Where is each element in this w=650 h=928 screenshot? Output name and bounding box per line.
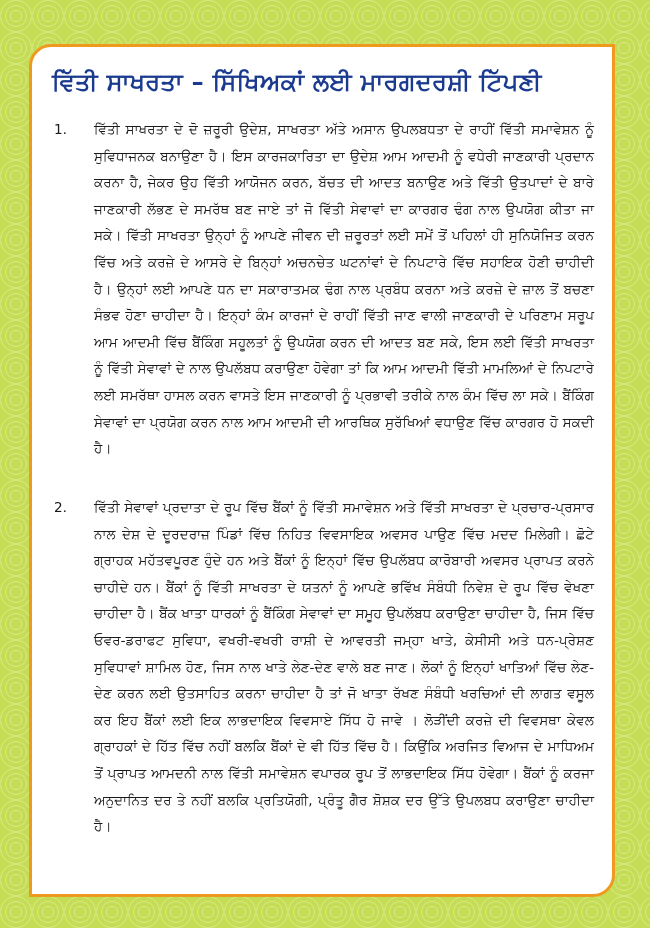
paragraph-1 bbox=[54, 117, 594, 463]
page-title: ਵਿੱਤੀ ਸਾਖਰਤਾ – ਸਿੱਖਿਅਕਾਂ ਲਈ ਮਾਰਗਦਰਸ਼ੀ ਟਿੱਪਣੀ bbox=[52, 68, 542, 96]
paragraph-text: ਵਿੱਤੀ ਸੇਵਾਵਾਂ ਪ੍ਰਦਾਤਾ ਦੇ ਰੂਪ ਵਿੱਚ ਬੈਂਕਾਂ ਨੂੰ ਵਿੱਤੀ ਸਮਾਵੇਸ਼ਨ ਅਤੇ ਵਿੱਤੀ ਸਾਖਰਤਾ ਦੇ ਪ੍ਰਚਾਰ-ਪ੍ਰਸਾਰ ਨਾਲ ਦੇਸ਼ ਦੇ ਦੂਰਦਰਾਜ਼ ਪਿੰਡਾਂ ਵਿੱਚ ਨਿਹਿਤ ਵਿਵਸਾਇਕ ਅਵਸਰ ਪਾਉਣ ਵਿੱਚ ਮਦਦ ਮਿਲੇਗੀ। ਛੋਟੇ ਗ੍ਰਾਹਕ ਮਹੱਤਵਪੂਰਣ ਹੁੰਦੇ ਹਨ ਅਤੇ ਬੈਂਕਾਂ ਨੂੰ ਇਨ੍ਹਾਂ ਵਿੱਚ ਉਪਲੱਬਧ ਕਾਰੋਬਾਰੀ ਅਵਸਰ ਪ੍ਰਾਪਤ ਕਰਨੇ ਚਾਹੀਦੇ ਹਨ। ਬੈਂਕਾਂ ਨੂੰ ਵਿੱਤੀ ਸਾਖਰਤਾ ਦੇ ਯਤਨਾਂ ਨੂੰ ਆਪਣੇ ਭਵਿੱਖ ਸੰਬੰਧੀ ਨਿਵੇਸ਼ ਦੇ ਰੂਪ ਵਿੱਚ ਵੇਖਣਾ ਚਾਹੀਦਾ ਹੈ। ਬੈਂਕ ਖਾਤਾ ਧਾਰਕਾਂ ਨੂੰ ਬੈਂਕਿੰਗ ਸੇਵਾਵਾਂ ਦਾ ਸਮੂਹ ਉਪਲੱਬਧ ਕਰਾਉਣਾ ਚਾਹੀਦਾ ਹੈ, ਜਿਸ ਵਿੱਚ ਓਵਰ-ਡਰਾਫਟ ਸੁਵਿਧਾ, ਵਖਰੀ-ਵਖਰੀ ਰਾਸ਼ੀ ਦੇ ਆਵਰਤੀ ਜਮ੍ਹਾ ਖਾਤੇ, ਕੇਸੀਸੀ ਅਤੇ ਧਨ-ਪ੍ਰੇਸ਼ਣ ਸੁਵਿਧਾਵਾਂ ਸ਼ਾਮਿਲ ਹੋਣ, ਜਿਸ ਨਾਲ ਖਾਤੇ ਲੇਣ-ਦੇਣ ਵਾਲੇ ਬਣ ਜਾਣ। ਲੋਕਾਂ ਨੂੰ ਇਨ੍ਹਾਂ ਖਾਤਿਆਂ ਵਿੱਚ ਲੇਣ-ਦੇਣ ਕਰਨ ਲਈ ਉਤਸਾਹਿਤ ਕਰਨਾ ਚਾਹੀਦਾ ਹੈ ਤਾਂ ਜੋ ਖਾਤਾ ਰੱਖਣ ਸੰਬੰਧੀ ਖਰਚਿਆਂ ਦੀ ਲਾਗਤ ਵਸੂਲ ਕਰ ਇਹ ਬੈਂਕਾਂ ਲਈ ਇਕ ਲਾਭਦਾਇਕ ਵਿਵਸਾਏ ਸਿੱਧ ਹੋ ਜਾਵੇ । ਲੋੜੀਂਦੀ ਕਰਜ਼ੇ ਦੀ ਵਿਵਸਥਾ ਕੇਵਲ ਗ੍ਰਾਹਕਾਂ ਦੇ ਹਿੱਤ ਵਿੱਚ ਨਹੀਂ ਬਲਕਿ ਬੈਂਕਾਂ ਦੇ ਵੀ ਹਿੱਤ ਵਿੱਚ ਹੈ। ਕਿਉਂਕਿ ਅਰਜਿਤ ਵਿਆਜ ਦੇ ਮਾਧਿਅਮ ਤੋਂ ਪ੍ਰਾਪਤ ਆਮਦਨੀ ਨਾਲ ਵਿੱਤੀ ਸਮਾਵੇਸ਼ਨ ਵਪਾਰਕ ਰੂਪ ਤੋਂ ਲਾਭਦਾਇਕ ਸਿੱਧ ਹੋਵੇਗਾ। ਬੈਂਕਾਂ ਨੂੰ ਕਰਜਾ ਅਨੁਦਾਨਿਤ ਦਰ ਤੇ ਨਹੀਂ ਬਲਕਿ ਪ੍ਰਤਿਯੋਗੀ, ਪ੍ਰੰਤੂ ਗੈਰ ਸ਼ੋਸ਼ਕ ਦਰ ਉੱਤੇ ਉਪਲਬਧ ਕਰਾਉਣਾ ਚਾਹੀਦਾ ਹੈ। bbox=[94, 500, 594, 836]
paragraph-number: 2. bbox=[54, 500, 67, 516]
paragraph-text: ਵਿੱਤੀ ਸਾਖਰਤਾ ਦੇ ਦੋ ਜ਼ਰੂਰੀ ਉਦੇਸ਼, ਸਾਖਰਤਾ ਅੱਤੇ ਅਸਾਨ ਉਪਲਬਧਤਾ ਦੇ ਰਾਹੀਂ ਵਿੱਤੀ ਸਮਾਵੇਸ਼ਨ ਨੂੰ ਸੁਵਿਧਾਜਨਕ ਬਨਾਉਣਾ ਹੈ। ਇਸ ਕਾਰਜਕਾਰਿਤਾ ਦਾ ਉਦੇਸ਼ ਆਮ ਆਦਮੀ ਨੂੰ ਵਧੇਰੀ ਜਾਣਕਾਰੀ ਪ੍ਰਦਾਨ ਕਰਨਾ ਹੈ, ਜੇਕਰ ਉਹ ਵਿੱਤੀ ਆਯੋਜਨ ਕਰਨ, ਬੱਚਤ ਦੀ ਆਦਤ ਬਨਾਉਣ ਅਤੇ ਵਿੱਤੀ ਉਤਪਾਦਾਂ ਦੇ ਬਾਰੇ ਜਾਣਕਾਰੀ ਲੱਭਣ ਦੇ ਸਮਰੱਥ ਬਣ ਜਾਏ ਤਾਂ ਜੋ ਵਿੱਤੀ ਸੇਵਾਵਾਂ ਦਾ ਕਾਰਗਰ ਢੰਗ ਨਾਲ ਉਪਯੋਗ ਕੀਤਾ ਜਾ ਸਕੇ। ਵਿੱਤੀ ਸਾਖਰਤਾ ਉਨ੍ਹਾਂ ਨੂੰ ਆਪਣੇ ਜੀਵਨ ਦੀ ਜ਼ਰੂਰਤਾਂ ਲਈ ਸਮੇਂ ਤੋਂ ਪਹਿਲਾਂ ਹੀ ਸੁਨਿਯੋਜਿਤ ਕਰਨ ਵਿੱਚ ਅਤੇ ਕਰਜ਼ੇ ਦੇ ਆਸਰੇ ਦੇ ਬਿਨ੍ਹਾਂ ਅਚਨਚੇਤ ਘਟਨਾਂਵਾਂ ਦੇ ਨਿਪਟਾਰੇ ਵਿੱਚ ਸਹਾਇਕ ਹੋਣੀ ਚਾਹੀਦੀ ਹੈ। ਉਨ੍ਹਾਂ ਲਈ ਆਪਣੇ ਧਨ ਦਾ ਸਕਾਰਾਤਮਕ ਢੰਗ ਨਾਲ ਪ੍ਰਬੰਧ ਕਰਨਾ ਅਤੇ ਕਰਜ਼ੇ ਦੇ ਜ਼ਾਲ ਤੋਂ ਬਚਣਾ ਸੰਭਵ ਹੋਣਾ ਚਾਹੀਦਾ ਹੈ। ਇਨ੍ਹਾਂ ਕੰਮ ਕਾਰਜਾਂ ਦੇ ਰਾਹੀਂ ਵਿੱਤੀ ਜਾਣ ਵਾਲੀ ਜਾਣਕਾਰੀ ਦੇ ਪਰਿਣਾਮ ਸਰੂਪ ਆਮ ਆਦਮੀ ਵਿੱਚ ਬੈਂਕਿੰਗ ਸਹੂਲਤਾਂ ਨੂੰ ਉਪਯੋਗ ਕਰਨ ਦੀ ਆਦਤ ਬਣ ਸਕੇ, ਇਸ ਲਈ ਵਿੱਤੀ ਸਾਖਰਤਾ ਨੂੰ ਵਿੱਤੀ ਸੇਵਾਵਾਂ ਦੇ ਨਾਲ ਉਪਲੱਬਧ ਕਰਾਉਣਾ ਹੋਵੇਗਾ ਤਾਂ ਕਿ ਆਮ ਆਦਮੀ ਵਿੱਤੀ ਮਾਮਲਿਆਂ ਦੇ ਨਿਪਟਾਰੇ ਲਈ ਸਮਰੱਥਾ ਹਾਸਲ ਕਰਨ ਵਾਸਤੇ ਇਸ ਜਾਣਕਾਰੀ ਨੂੰ ਪ੍ਰਭਾਵੀ ਤਰੀਕੇ ਨਾਲ ਕੰਮ ਵਿੱਚ ਲਾ ਸਕੇ। ਬੈਂਕਿੰਗ ਸੇਵਾਵਾਂ ਦਾ ਪ੍ਰਯੋਗ ਕਰਨ ਨਾਲ ਆਮ ਆਦਮੀ ਦੀ ਆਰਥਿਕ ਸੁਰੱਖਿਆਂ ਵਧਾਉਣ ਵਿੱਚ ਕਾਰਗਰ ਹੋ ਸਕਦੀ ਹੈ। bbox=[94, 122, 594, 458]
paragraph-2 bbox=[54, 495, 594, 841]
paragraph-number: 1. bbox=[54, 122, 67, 138]
